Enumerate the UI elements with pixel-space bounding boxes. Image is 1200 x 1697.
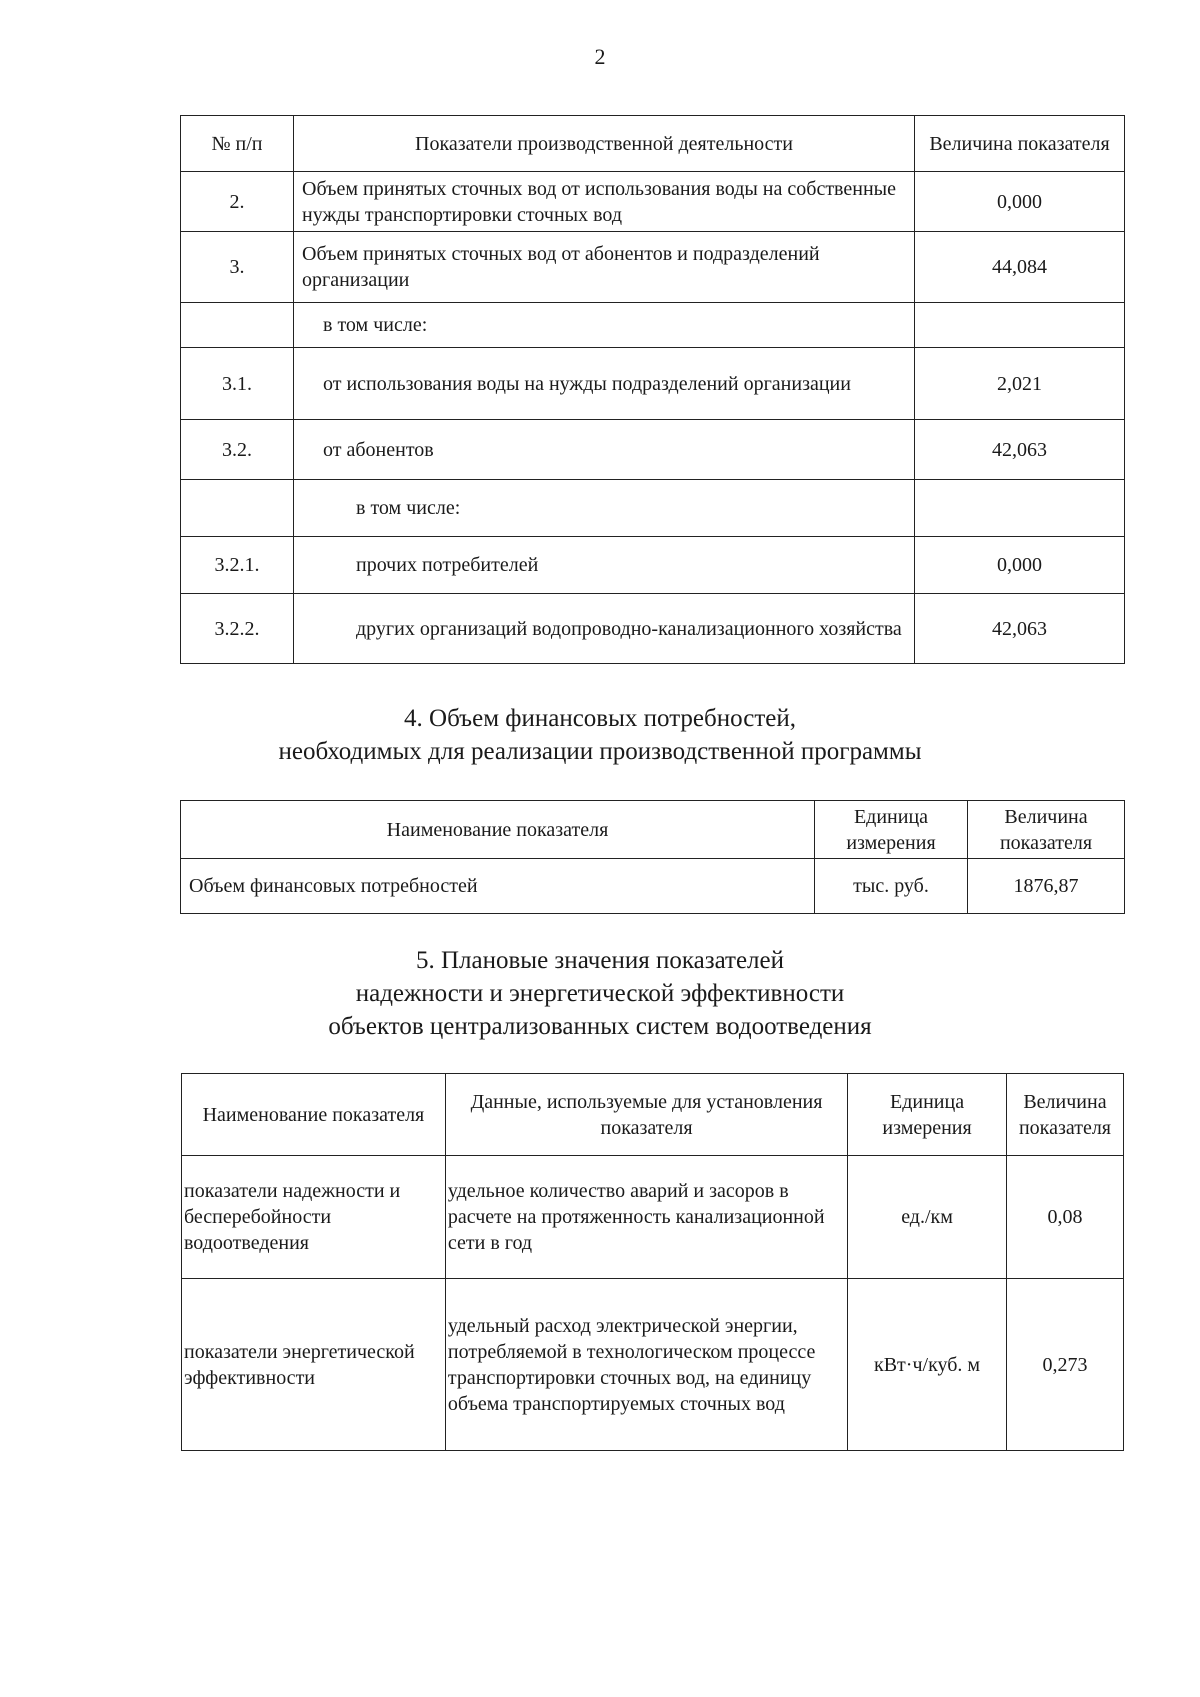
table-header-row	[181, 801, 1125, 859]
header-value: Величина показателя	[1006, 1074, 1123, 1156]
header-unit: Единица измерения	[848, 1074, 1007, 1156]
row-value: 42,063	[915, 594, 1125, 664]
header-num: № п/п	[181, 116, 294, 172]
section-5-title-line-1: 5. Плановые значения показателей	[415, 947, 785, 974]
row-value: 44,084	[915, 232, 1125, 303]
page-number: 2	[594, 44, 606, 69]
row-num: 3.1.	[181, 348, 294, 420]
table-row	[181, 480, 1125, 537]
section-5-title-line-2: надежности и энергетической эффективности	[355, 980, 845, 1007]
header-unit: Единица измерения	[815, 801, 968, 859]
row-value: 2,021	[915, 348, 1125, 420]
header-indicator: Показатели производственной деятельности	[294, 116, 915, 172]
row-data: удельное количество аварий и засоров в расчете на протяженность канализационной сети в год	[445, 1156, 847, 1279]
row-num: 3.2.1.	[181, 537, 294, 594]
row-text: от абонентов	[294, 420, 915, 480]
table-row	[181, 348, 1125, 420]
table-header-row	[181, 116, 1125, 172]
row-value: 0,000	[915, 537, 1125, 594]
header-data: Данные, используемые для установления показателя	[445, 1074, 847, 1156]
section-4-heading	[0, 702, 1200, 768]
row-value	[915, 480, 1125, 537]
row-name: Объем финансовых потребностей	[181, 859, 815, 914]
header-name: Наименование показателя	[181, 801, 815, 859]
row-unit: тыс. руб.	[815, 859, 968, 914]
table-row	[181, 232, 1125, 303]
row-num	[181, 303, 294, 348]
row-num: 3.	[181, 232, 294, 303]
table-header-row	[182, 1074, 1124, 1156]
table-row	[182, 1279, 1124, 1451]
financial-needs-table	[180, 800, 1125, 914]
table-row	[181, 172, 1125, 232]
row-unit: ед./км	[848, 1156, 1007, 1279]
table-row	[181, 420, 1125, 480]
row-value: 0,08	[1006, 1156, 1123, 1279]
section-4-title-line-2: необходимых для реализации производственной программы	[278, 738, 922, 765]
reliability-efficiency-table	[181, 1073, 1124, 1451]
row-value: 42,063	[915, 420, 1125, 480]
header-value: Величина показателя	[915, 116, 1125, 172]
row-text: Объем принятых сточных вод от использования воды на собственные нужды транспортировки сточных вод	[294, 172, 915, 232]
row-num	[181, 480, 294, 537]
row-unit: кВт·ч/куб. м	[848, 1279, 1007, 1451]
row-data: удельный расход электрической энергии, потребляемой в технологическом процессе транспортировки сточных вод, на единицу объема транспортируемых сточных вод	[445, 1279, 847, 1451]
row-text: других организаций водопроводно-канализационного хозяйства	[294, 594, 915, 664]
row-text: в том числе:	[294, 303, 915, 348]
table-row	[181, 594, 1125, 664]
row-num: 3.2.2.	[181, 594, 294, 664]
row-value: 1876,87	[968, 859, 1125, 914]
header-value: Величина показателя	[968, 801, 1125, 859]
row-num: 3.2.	[181, 420, 294, 480]
table-row	[181, 859, 1125, 914]
row-value	[915, 303, 1125, 348]
row-text: прочих потребителей	[294, 537, 915, 594]
row-num: 2.	[181, 172, 294, 232]
section-5-title-line-3: объектов централизованных систем водоотведения	[328, 1013, 872, 1040]
row-name: показатели надежности и бесперебойности водоотведения	[182, 1156, 446, 1279]
table-row	[182, 1156, 1124, 1279]
header-name: Наименование показателя	[182, 1074, 446, 1156]
production-indicators-table	[180, 115, 1125, 664]
row-text: Объем принятых сточных вод от абонентов и подразделений организации	[294, 232, 915, 303]
section-5-heading	[0, 944, 1200, 1043]
table-row	[181, 537, 1125, 594]
row-text: в том числе:	[294, 480, 915, 537]
section-4-title-line-1: 4. Объем финансовых потребностей,	[404, 705, 796, 732]
row-text: от использования воды на нужды подразделений организации	[294, 348, 915, 420]
table-row	[181, 303, 1125, 348]
row-value: 0,000	[915, 172, 1125, 232]
row-value: 0,273	[1006, 1279, 1123, 1451]
row-name: показатели энергетической эффективности	[182, 1279, 446, 1451]
